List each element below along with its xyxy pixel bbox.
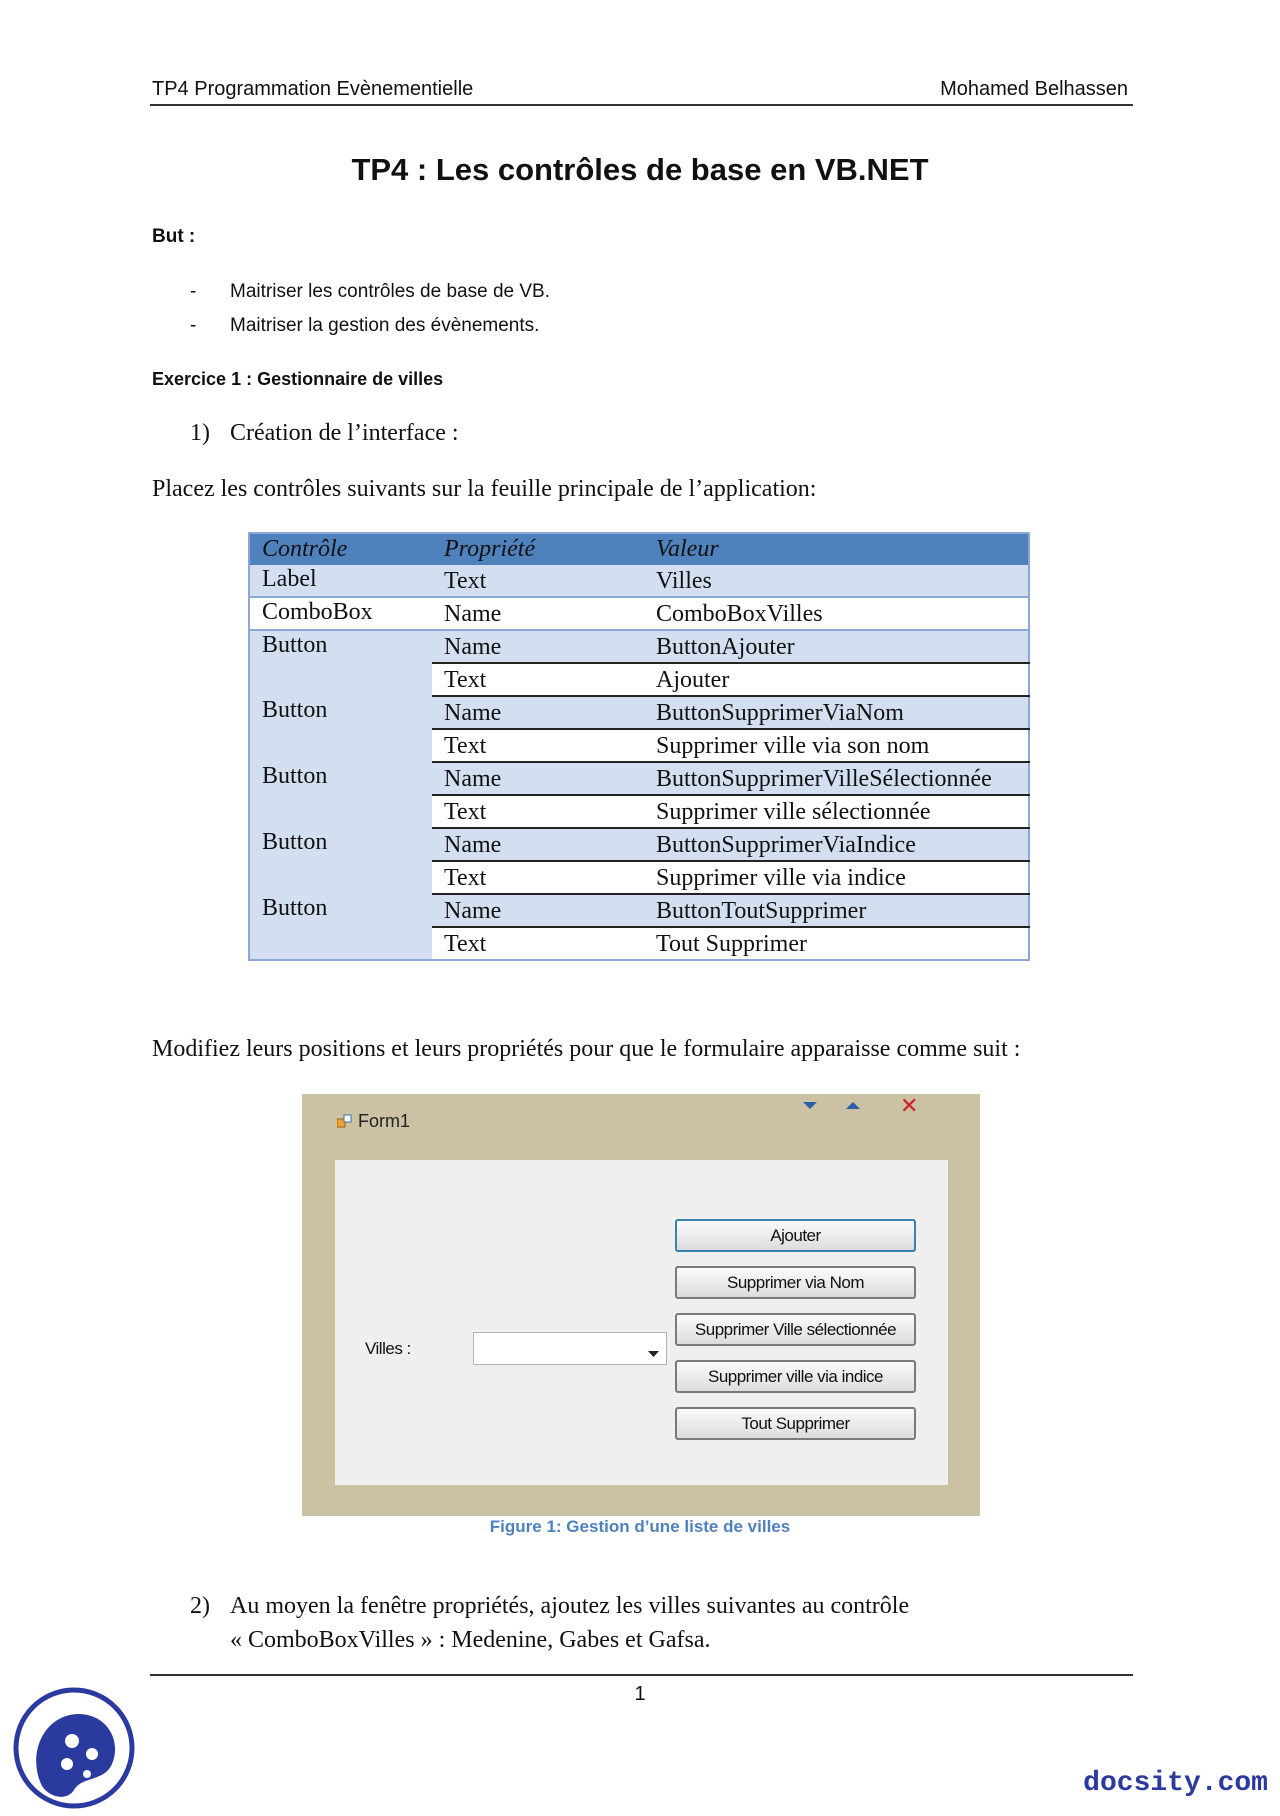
header-control: Contrôle: [249, 533, 432, 565]
step1-text: Création de l’interface :: [230, 420, 459, 446]
cell-control: Label: [249, 565, 432, 597]
table-row: [249, 696, 1029, 729]
cell-value: ButtonToutSupprimer: [644, 894, 1029, 927]
step2-line2: « ComboBoxVilles » : Medenine, Gabes et Gafsa.: [230, 1627, 711, 1653]
form-screenshot: [302, 1094, 980, 1516]
exercise-heading: Exercice 1 : Gestionnaire de villes: [152, 369, 444, 389]
cell-value: ButtonSupprimerViaIndice: [644, 828, 1029, 861]
table-row: [249, 828, 1029, 861]
maximize-icon[interactable]: [845, 1098, 861, 1116]
tout-supprimer-button[interactable]: Tout Supprimer: [675, 1407, 916, 1440]
cell-control: Button: [249, 828, 432, 894]
step1-number: 1): [190, 420, 210, 446]
cell-property: Text: [432, 565, 644, 597]
cell-property: Text: [432, 795, 644, 828]
cell-value: Supprimer ville sélectionnée: [644, 795, 1029, 828]
minimize-icon[interactable]: [802, 1098, 818, 1116]
footer-rule: [150, 1674, 1133, 1676]
supprimer-via-indice-button[interactable]: Supprimer ville via indice: [675, 1360, 916, 1393]
cell-property: Name: [432, 630, 644, 663]
supprimer-ville-selectionnee-button[interactable]: Supprimer Ville sélectionnée: [675, 1313, 916, 1346]
header-right: Mohamed Belhassen: [940, 78, 1128, 100]
cell-property: Name: [432, 894, 644, 927]
table-row: [249, 894, 1029, 927]
cell-property: Text: [432, 729, 644, 762]
table-row: [249, 630, 1029, 663]
figure-caption: Figure 1: Gestion d’une liste de villes: [489, 1517, 791, 1536]
close-icon[interactable]: ✕: [900, 1093, 919, 1118]
table-row: [249, 565, 1029, 597]
combobox-villes[interactable]: [473, 1332, 667, 1365]
villes-label: Villes :: [365, 1339, 411, 1358]
chevron-down-icon: [648, 1345, 659, 1363]
cell-property: Text: [432, 663, 644, 696]
form-title: Form1: [358, 1111, 411, 1131]
page-number: 1: [634, 1683, 646, 1705]
ajouter-button[interactable]: Ajouter: [675, 1219, 916, 1252]
cell-value: Supprimer ville via son nom: [644, 729, 1029, 762]
page-title: TP4 : Les contrôles de base en VB.NET: [351, 152, 929, 187]
modify-paragraph: Modifiez leurs positions et leurs propriétés pour que le formulaire apparaisse comme suit :: [152, 1036, 1021, 1062]
step2-line1: Au moyen la fenêtre propriétés, ajoutez les villes suivantes au contrôle: [230, 1593, 910, 1619]
but-bullet-2: -: [190, 315, 197, 336]
cell-value: Villes: [644, 565, 1029, 597]
cell-value: ComboBoxVilles: [644, 597, 1029, 630]
table-header-row: [249, 533, 1029, 565]
but-item-2: Maitriser la gestion des évènements.: [230, 315, 540, 336]
header-value: Valeur: [644, 533, 1029, 565]
but-item-1: Maitriser les contrôles de base de VB.: [230, 281, 550, 302]
cell-control: Button: [249, 630, 432, 696]
cell-control: ComboBox: [249, 597, 432, 630]
table-row: [249, 762, 1029, 795]
cell-value: ButtonSupprimerVilleSélectionnée: [644, 762, 1029, 795]
cell-property: Text: [432, 861, 644, 894]
form-app-icon: [337, 1114, 352, 1129]
cell-value: Ajouter: [644, 663, 1029, 696]
form-client-area: [335, 1160, 948, 1485]
step2-number: 2): [190, 1593, 210, 1619]
cell-value: ButtonSupprimerViaNom: [644, 696, 1029, 729]
header-left: TP4 Programmation Evènementielle: [152, 78, 474, 100]
cell-property: Name: [432, 696, 644, 729]
cell-property: Name: [432, 597, 644, 630]
header-property: Propriété: [432, 533, 644, 565]
cell-value: ButtonAjouter: [644, 630, 1029, 663]
cell-value: Tout Supprimer: [656, 930, 807, 957]
intro-paragraph: Placez les contrôles suivants sur la feuille principale de l’application:: [152, 476, 817, 502]
docsity-watermark[interactable]: docsity.com: [1083, 1768, 1268, 1799]
supprimer-via-nom-button[interactable]: Supprimer via Nom: [675, 1266, 916, 1299]
but-label: But :: [152, 226, 196, 247]
cell-value: Supprimer ville via indice: [644, 861, 1029, 894]
cell-property: Name: [432, 828, 644, 861]
header-rule: [150, 104, 1133, 106]
cell-control: Button: [249, 696, 432, 762]
cell-property: Name: [432, 762, 644, 795]
controls-table: [248, 532, 1030, 961]
cell-control: Button: [249, 894, 432, 960]
cell-property: Text: [444, 930, 487, 957]
cell-control: Button: [249, 762, 432, 828]
docsity-logo: [12, 1686, 137, 1811]
table-row: [249, 597, 1029, 630]
but-bullet-1: -: [190, 281, 197, 302]
